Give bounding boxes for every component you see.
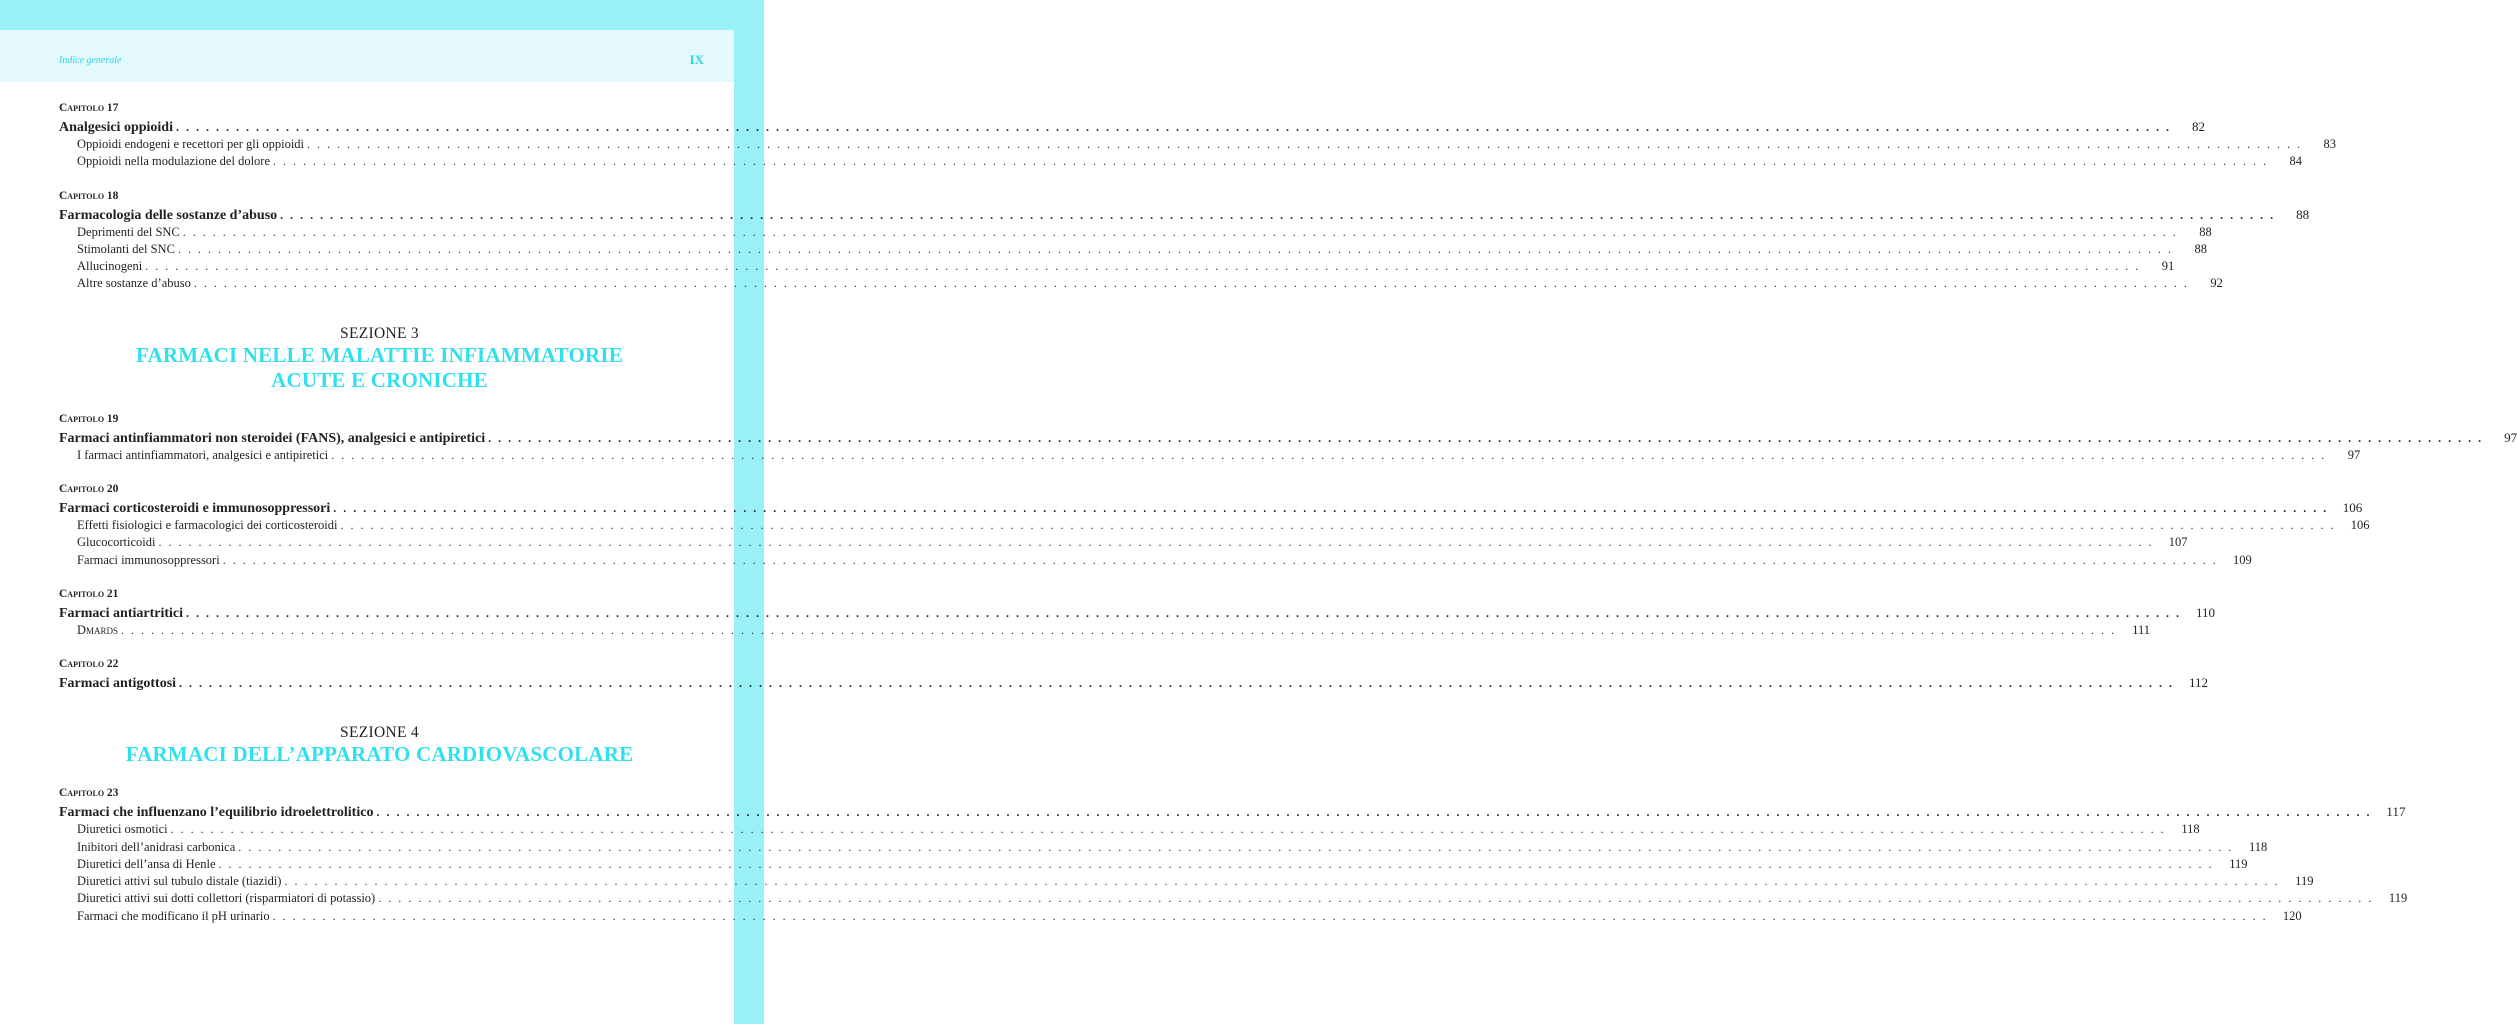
dot-leader: . . . . . . . . . . . . . . . . . . . . . . . . . . . . . . . . . . . . . . . . . . . . . . . . . . . . . . . . . . . . . . . . . . . . . . . . . . . . . . . . . . . . . . . . . . . . . . . . . . . . . . . . . . . . . . . . . . . . . . . . . . . . . . . . . . . . . . . . . . . . . . . . . . . . . . . . . . . . . . . . . . . . . . . . . . . . . . . . . . . . . . . . . . . . . . . . . . . . . . . . [222, 552, 2218, 567]
toc-entry[interactable] [59, 890, 2408, 907]
toc-entry-title: Diuretici attivi sui dotti collettori (risparmiatori di potassio) [77, 891, 376, 906]
chapter-label: Capitolo 22 [59, 658, 119, 671]
toc-entry[interactable] [59, 136, 2337, 153]
toc-entry[interactable] [59, 908, 2302, 925]
chapter-page-number: 88 [2296, 206, 2310, 222]
dot-leader: . . . . . . . . . . . . . . . . . . . . . . . . . . . . . . . . . . . . . . . . . . . . . . . . . . . . . . . . . . . . . . . . . . . . . . . . . . . . . . . . . . . . . . . . . . . . . . . . . . . . . . . . . . . . . . . . . . . . . . . . . . . . . . . . . . . . . . . . . . . . . . . . . . . . . . . . . . . . . . . . . . . . . . . . . . . . . . . . . . . . . . . . . . . . . . . . . . . . . . . . [272, 908, 2268, 923]
chapter-title: Farmaci corticosteroidi e immunosoppressori [59, 501, 331, 517]
dot-leader: . . . . . . . . . . . . . . . . . . . . . . . . . . . . . . . . . . . . . . . . . . . . . . . . . . . . . . . . . . . . . . . . . . . . . . . . . . . . . . . . . . . . . . . . . . . . . . . . . . . . . . . . . . . . . . . . . . . . . . . . . . . . . . . . . . . . . . . . . . . . . . . . . . . . . . . . . . . . . . . . . . . . . . . . . . . . . . . . . . . . . . . . . . . . . . . . . . . . . . . . [376, 805, 2372, 820]
chapter-title-row[interactable] [59, 802, 2406, 821]
dot-leader: . . . . . . . . . . . . . . . . . . . . . . . . . . . . . . . . . . . . . . . . . . . . . . . . . . . . . . . . . . . . . . . . . . . . . . . . . . . . . . . . . . . . . . . . . . . . . . . . . . . . . . . . . . . . . . . . . . . . . . . . . . . . . . . . . . . . . . . . . . . . . . . . . . . . . . . . . . . . . . . . . . . . . . . . . . . . . . . . . . . . . . . . . . . . . . . . . . . . . . . . [121, 622, 2117, 637]
dot-leader: . . . . . . . . . . . . . . . . . . . . . . . . . . . . . . . . . . . . . . . . . . . . . . . . . . . . . . . . . . . . . . . . . . . . . . . . . . . . . . . . . . . . . . . . . . . . . . . . . . . . . . . . . . . . . . . . . . . . . . . . . . . . . . . . . . . . . . . . . . . . . . . . . . . . . . . . . . . . . . . . . . . . . . . . . . . . . . . . . . . . . . . . . . . . . . . . . . . . . . . . [177, 241, 2173, 256]
section-title-line: ACUTE E CRONICHE [271, 367, 488, 392]
toc-entry-page: 88 [2199, 224, 2212, 239]
toc-entry-page: 84 [2289, 154, 2303, 169]
section-heading [59, 325, 700, 393]
section-heading [59, 724, 700, 767]
toc-entry[interactable] [59, 622, 2151, 639]
toc-entry[interactable] [59, 839, 2268, 856]
toc-entry-title: Stimolanti del SNC [77, 241, 175, 256]
toc-entry-page: 119 [2388, 891, 2408, 906]
toc-entry-page: 119 [2295, 874, 2314, 889]
chapter-title: Farmaci antigottosi [59, 676, 177, 692]
chapter-label: Capitolo 20 [59, 483, 119, 496]
toc-entry-page: 109 [2232, 552, 2252, 567]
toc-entry[interactable] [59, 552, 2252, 569]
dot-leader: . . . . . . . . . . . . . . . . . . . . . . . . . . . . . . . . . . . . . . . . . . . . . . . . . . . . . . . . . . . . . . . . . . . . . . . . . . . . . . . . . . . . . . . . . . . . . . . . . . . . . . . . . . . . . . . . . . . . . . . . . . . . . . . . . . . . . . . . . . . . . . . . . . . . . . . . . . . . . . . . . . . . . . . . . . . . . . . . . . . . . . . . . . . . . . . . . . . . . . . . [284, 874, 2280, 889]
table-of-contents [59, 100, 2517, 942]
dot-leader: . . . . . . . . . . . . . . . . . . . . . . . . . . . . . . . . . . . . . . . . . . . . . . . . . . . . . . . . . . . . . . . . . . . . . . . . . . . . . . . . . . . . . . . . . . . . . . . . . . . . . . . . . . . . . . . . . . . . . . . . . . . . . . . . . . . . . . . . . . . . . . . . . . . . . . . . . . . . . . . . . . . . . . . . . . . . . . . . . . . . . . . . . . . . . . . . . . . . . . . . [280, 207, 2276, 222]
chapter-block [59, 411, 2517, 464]
chapter-title-row[interactable] [59, 498, 2363, 517]
chapter-block [59, 656, 2209, 692]
chapter-label: Capitolo 23 [59, 787, 119, 800]
toc-entry[interactable] [59, 258, 2175, 275]
toc-entry-page: 119 [2229, 856, 2248, 871]
chapter-title: Farmacologia delle sostanze d’abuso [59, 207, 278, 223]
toc-entry-title: Effetti fisiologici e farmacologici dei corticosteroidi [77, 518, 338, 533]
dot-leader: . . . . . . . . . . . . . . . . . . . . . . . . . . . . . . . . . . . . . . . . . . . . . . . . . . . . . . . . . . . . . . . . . . . . . . . . . . . . . . . . . . . . . . . . . . . . . . . . . . . . . . . . . . . . . . . . . . . . . . . . . . . . . . . . . . . . . . . . . . . . . . . . . . . . . . . . . . . . . . . . . . . . . . . . . . . . . . . . . . . . . . . . . . . . . . . . . . . . . . . . [488, 430, 2484, 445]
toc-entry-title: Diuretici dell’ansa di Henle [77, 856, 216, 871]
chapter-title-row[interactable] [59, 673, 2209, 692]
chapter-title: Farmaci che influenzano l’equilibrio idroelettrolitico [59, 805, 374, 821]
toc-entry-title: Farmaci che modificano il pH urinario [77, 908, 270, 923]
toc-entry-page: 92 [2210, 276, 2223, 291]
dot-leader: . . . . . . . . . . . . . . . . . . . . . . . . . . . . . . . . . . . . . . . . . . . . . . . . . . . . . . . . . . . . . . . . . . . . . . . . . . . . . . . . . . . . . . . . . . . . . . . . . . . . . . . . . . . . . . . . . . . . . . . . . . . . . . . . . . . . . . . . . . . . . . . . . . . . . . . . . . . . . . . . . . . . . . . . . . . . . . . . . . . . . . . . . . . . . . . . . . . . . . . . [158, 535, 2154, 550]
section-number: SEZIONE 4 [340, 724, 419, 742]
dot-leader: . . . . . . . . . . . . . . . . . . . . . . . . . . . . . . . . . . . . . . . . . . . . . . . . . . . . . . . . . . . . . . . . . . . . . . . . . . . . . . . . . . . . . . . . . . . . . . . . . . . . . . . . . . . . . . . . . . . . . . . . . . . . . . . . . . . . . . . . . . . . . . . . . . . . . . . . . . . . . . . . . . . . . . . . . . . . . . . . . . . . . . . . . . . . . . . . . . . . . . . . [340, 518, 2336, 533]
dot-leader: . . . . . . . . . . . . . . . . . . . . . . . . . . . . . . . . . . . . . . . . . . . . . . . . . . . . . . . . . . . . . . . . . . . . . . . . . . . . . . . . . . . . . . . . . . . . . . . . . . . . . . . . . . . . . . . . . . . . . . . . . . . . . . . . . . . . . . . . . . . . . . . . . . . . . . . . . . . . . . . . . . . . . . . . . . . . . . . . . . . . . . . . . . . . . . . . . . . . . . . . [273, 154, 2269, 169]
toc-entry[interactable] [59, 241, 2207, 258]
toc-entry-page: 120 [2282, 908, 2302, 923]
section-title-line: FARMACI DELL’APPARATO CARDIOVASCOLARE [125, 742, 634, 767]
dot-leader: . . . . . . . . . . . . . . . . . . . . . . . . . . . . . . . . . . . . . . . . . . . . . . . . . . . . . . . . . . . . . . . . . . . . . . . . . . . . . . . . . . . . . . . . . . . . . . . . . . . . . . . . . . . . . . . . . . . . . . . . . . . . . . . . . . . . . . . . . . . . . . . . . . . . . . . . . . . . . . . . . . . . . . . . . . . . . . . . . . . . . . . . . . . . . . . . . . . . . . . . [333, 501, 2329, 516]
toc-entry[interactable] [59, 873, 2314, 890]
toc-entry[interactable] [59, 224, 2212, 241]
chapter-label: Capitolo 18 [59, 189, 119, 202]
chapter-title: Analgesici oppioidi [59, 120, 173, 135]
chapter-label: Capitolo 21 [59, 587, 119, 600]
chapter-page-number: 110 [2195, 604, 2216, 620]
toc-entry-title: Allucinogeni [77, 259, 143, 274]
chapter-page-number: 106 [2342, 500, 2363, 516]
toc-entry-title: Oppioidi nella modulazione del dolore [77, 154, 271, 169]
chapter-title-row[interactable] [59, 205, 2310, 224]
running-head: Indice generale [59, 55, 122, 66]
dot-leader: . . . . . . . . . . . . . . . . . . . . . . . . . . . . . . . . . . . . . . . . . . . . . . . . . . . . . . . . . . . . . . . . . . . . . . . . . . . . . . . . . . . . . . . . . . . . . . . . . . . . . . . . . . . . . . . . . . . . . . . . . . . . . . . . . . . . . . . . . . . . . . . . . . . . . . . . . . . . . . . . . . . . . . . . . . . . . . . . . . . . . . . . . . . . . . . . . . . . . . . . [193, 276, 2189, 291]
toc-entry-page: 118 [2181, 822, 2200, 837]
header-accent-strip [0, 0, 764, 30]
chapter-block [59, 481, 2370, 569]
toc-entry-title: Diuretici attivi sul tubulo distale (tiazidi) [77, 874, 282, 889]
toc-entry-title: Glucocorticoidi [77, 535, 156, 550]
toc-entry-title: Farmaci immunosoppressori [77, 552, 220, 567]
chapter-label: Capitolo 17 [59, 102, 119, 114]
chapter-label: Capitolo 19 [59, 412, 119, 425]
chapter-title: Farmaci antiartritici [59, 605, 184, 621]
toc-entry[interactable] [59, 534, 2188, 551]
section-title-line: FARMACI NELLE MALATTIE INFIAMMATORIE [136, 342, 623, 367]
chapter-title-row[interactable] [59, 603, 2216, 622]
chapter-page-number: 82 [2191, 119, 2205, 134]
chapter-block [59, 785, 2408, 925]
page-number: IX [689, 52, 704, 67]
dot-leader: . . . . . . . . . . . . . . . . . . . . . . . . . . . . . . . . . . . . . . . . . . . . . . . . . . . . . . . . . . . . . . . . . . . . . . . . . . . . . . . . . . . . . . . . . . . . . . . . . . . . . . . . . . . . . . . . . . . . . . . . . . . . . . . . . . . . . . . . . . . . . . . . . . . . . . . . . . . . . . . . . . . . . . . . . . . . . . . . . . . . . . . . . . . . . . . . . . . . . . . . [218, 856, 2214, 871]
chapter-title-row[interactable] [59, 117, 2205, 136]
toc-entry-page: 91 [2161, 259, 2175, 274]
toc-entry-page: 107 [2168, 535, 2188, 550]
dot-leader: . . . . . . . . . . . . . . . . . . . . . . . . . . . . . . . . . . . . . . . . . . . . . . . . . . . . . . . . . . . . . . . . . . . . . . . . . . . . . . . . . . . . . . . . . . . . . . . . . . . . . . . . . . . . . . . . . . . . . . . . . . . . . . . . . . . . . . . . . . . . . . . . . . . . . . . . . . . . . . . . . . . . . . . . . . . . . . . . . . . . . . . . . . . . . . . . . . . . . . . . [170, 822, 2166, 837]
toc-entry-page: 111 [2132, 622, 2151, 637]
toc-entry-page: 83 [2323, 137, 2337, 151]
chapter-page-number: 117 [2386, 804, 2406, 820]
toc-entry[interactable] [59, 856, 2248, 873]
toc-entry-page: 97 [2347, 447, 2361, 462]
toc-entry-page: 118 [2248, 839, 2268, 854]
dot-leader: . . . . . . . . . . . . . . . . . . . . . . . . . . . . . . . . . . . . . . . . . . . . . . . . . . . . . . . . . . . . . . . . . . . . . . . . . . . . . . . . . . . . . . . . . . . . . . . . . . . . . . . . . . . . . . . . . . . . . . . . . . . . . . . . . . . . . . . . . . . . . . . . . . . . . . . . . . . . . . . . . . . . . . . . . . . . . . . . . . . . . . . . . . . . . . . . . . . . . . . . [179, 676, 2175, 691]
dot-leader: . . . . . . . . . . . . . . . . . . . . . . . . . . . . . . . . . . . . . . . . . . . . . . . . . . . . . . . . . . . . . . . . . . . . . . . . . . . . . . . . . . . . . . . . . . . . . . . . . . . . . . . . . . . . . . . . . . . . . . . . . . . . . . . . . . . . . . . . . . . . . . . . . . . . . . . . . . . . . . . . . . . . . . . . . . . . . . . . . . . . . . . . . . . . . . . . . . . . . . . . [238, 839, 2234, 854]
chapter-block [59, 100, 2337, 171]
chapter-title: Farmaci antinfiammatori non steroidei (FANS), analgesici e antipiretici [59, 430, 486, 446]
dot-leader: . . . . . . . . . . . . . . . . . . . . . . . . . . . . . . . . . . . . . . . . . . . . . . . . . . . . . . . . . . . . . . . . . . . . . . . . . . . . . . . . . . . . . . . . . . . . . . . . . . . . . . . . . . . . . . . . . . . . . . . . . . . . . . . . . . . . . . . . . . . . . . . . . . . . . . . . . . . . . . . . . . . . . . . . . . . . . . . . . . . . . . . . . . . . . . . . . . . . . . . . [175, 120, 2171, 134]
toc-entry[interactable] [59, 153, 2303, 170]
toc-entry-title: Altre sostanze d’abuso [77, 276, 191, 291]
toc-entry[interactable] [59, 517, 2370, 534]
section-number: SEZIONE 3 [340, 324, 419, 342]
toc-entry-page: 106 [2350, 518, 2370, 533]
chapter-block [59, 188, 2310, 293]
toc-entry-title: Diuretici osmotici [77, 822, 168, 837]
toc-entry-title: Dmards [77, 622, 119, 637]
toc-entry-title: Oppioidi endogeni e recettori per gli oppioidi [77, 137, 305, 151]
toc-entry[interactable] [59, 275, 2223, 292]
chapter-title-row[interactable] [59, 428, 2517, 447]
toc-entry[interactable] [59, 821, 2200, 838]
dot-leader: . . . . . . . . . . . . . . . . . . . . . . . . . . . . . . . . . . . . . . . . . . . . . . . . . . . . . . . . . . . . . . . . . . . . . . . . . . . . . . . . . . . . . . . . . . . . . . . . . . . . . . . . . . . . . . . . . . . . . . . . . . . . . . . . . . . . . . . . . . . . . . . . . . . . . . . . . . . . . . . . . . . . . . . . . . . . . . . . . . . . . . . . . . . . . . . . . . . . . . . . [145, 259, 2141, 274]
chapter-block [59, 586, 2216, 639]
dot-leader: . . . . . . . . . . . . . . . . . . . . . . . . . . . . . . . . . . . . . . . . . . . . . . . . . . . . . . . . . . . . . . . . . . . . . . . . . . . . . . . . . . . . . . . . . . . . . . . . . . . . . . . . . . . . . . . . . . . . . . . . . . . . . . . . . . . . . . . . . . . . . . . . . . . . . . . . . . . . . . . . . . . . . . . . . . . . . . . . . . . . . . . . . . . . . . . . . . . . . . . . [331, 447, 2327, 462]
toc-entry[interactable] [59, 447, 2361, 464]
chapter-page-number: 97 [2504, 429, 2517, 445]
toc-entry-title: Deprimenti del SNC [77, 224, 180, 239]
toc-entry-title: I farmaci antinfiammatori, analgesici e antipiretici [77, 447, 329, 462]
chapter-page-number: 112 [2189, 675, 2209, 691]
dot-leader: . . . . . . . . . . . . . . . . . . . . . . . . . . . . . . . . . . . . . . . . . . . . . . . . . . . . . . . . . . . . . . . . . . . . . . . . . . . . . . . . . . . . . . . . . . . . . . . . . . . . . . . . . . . . . . . . . . . . . . . . . . . . . . . . . . . . . . . . . . . . . . . . . . . . . . . . . . . . . . . . . . . . . . . . . . . . . . . . . . . . . . . . . . . . . . . . . . . . . . . . [182, 224, 2178, 239]
dot-leader: . . . . . . . . . . . . . . . . . . . . . . . . . . . . . . . . . . . . . . . . . . . . . . . . . . . . . . . . . . . . . . . . . . . . . . . . . . . . . . . . . . . . . . . . . . . . . . . . . . . . . . . . . . . . . . . . . . . . . . . . . . . . . . . . . . . . . . . . . . . . . . . . . . . . . . . . . . . . . . . . . . . . . . . . . . . . . . . . . . . . . . . . . . . . . . . . . . . . . . . . [378, 891, 2374, 906]
dot-leader: . . . . . . . . . . . . . . . . . . . . . . . . . . . . . . . . . . . . . . . . . . . . . . . . . . . . . . . . . . . . . . . . . . . . . . . . . . . . . . . . . . . . . . . . . . . . . . . . . . . . . . . . . . . . . . . . . . . . . . . . . . . . . . . . . . . . . . . . . . . . . . . . . . . . . . . . . . . . . . . . . . . . . . . . . . . . . . . . . . . . . . . . . . . . . . . . . . . . . . . . [307, 137, 2303, 151]
toc-entry-page: 88 [2194, 241, 2207, 256]
dot-leader: . . . . . . . . . . . . . . . . . . . . . . . . . . . . . . . . . . . . . . . . . . . . . . . . . . . . . . . . . . . . . . . . . . . . . . . . . . . . . . . . . . . . . . . . . . . . . . . . . . . . . . . . . . . . . . . . . . . . . . . . . . . . . . . . . . . . . . . . . . . . . . . . . . . . . . . . . . . . . . . . . . . . . . . . . . . . . . . . . . . . . . . . . . . . . . . . . . . . . . . . [186, 605, 2182, 620]
toc-entry-title: Inibitori dell’anidrasi carbonica [77, 839, 236, 854]
